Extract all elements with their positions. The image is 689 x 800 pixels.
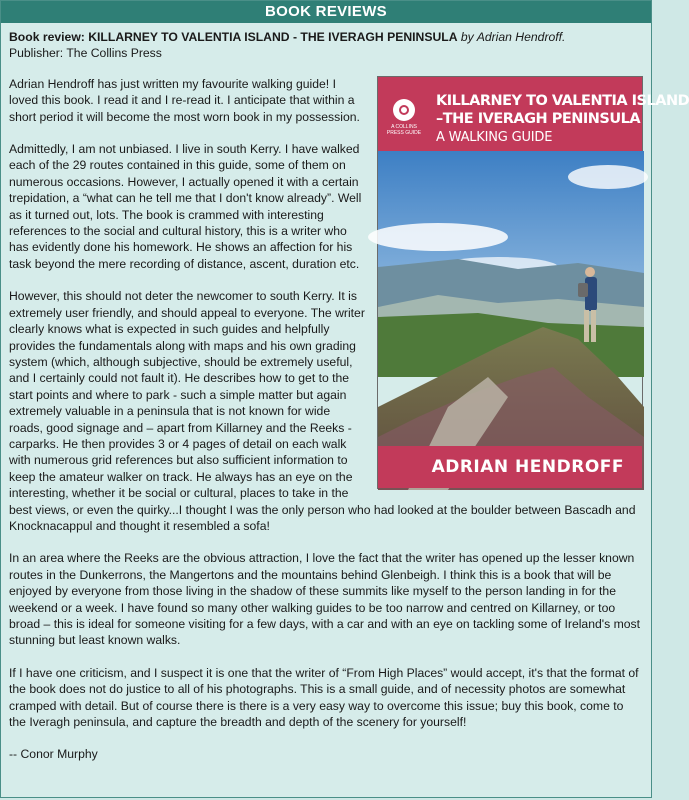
review-paragraph-2: Admittedly, I am not unbiased. I live in south Kerry. I have walked each of the 29 routes contained in this guide, some of them on numerous occasions. However, I actually opened it with a certain trepidation, a “what can he tell me that I don't know already”. Well as it turned out, lots. The book is crammed with interesting references to the social and cultural history, this is a writer who has evidently done his homework. He shows an affection for his task beyond the mere recording of distance, ascent, duration etc. [9, 142, 362, 271]
review-author-byline: by Adrian Hendroff. [460, 30, 566, 44]
cover-subtitle: A WALKING GUIDE [436, 129, 553, 145]
publisher-logo [386, 99, 422, 136]
publisher-mark: A COLLINS PRESS GUIDE [386, 123, 422, 136]
review-title-line [9, 29, 643, 45]
compass-logo-icon [393, 99, 415, 121]
book-cover-image [377, 76, 689, 489]
review-paragraph-3: However, this should not deter the newcomer to south Kerry. It is extremely user friendly, and should appeal to everyone. The writer clearly knows what is expected in such guides and helpfully provides the fundamentals along with maps and his own grading system (which, although subjective, should be extremely useful, and I certainly could not fault it). He describes how to get to the start points and where to park - such a simple matter but again extremely valuable in a peninsula that is not known for wide roads, good signage and – apart from Killarney and the Reeks - carparks. He then provides 3 or 4 pages of detail on each walk with numerous grid references but also sufficient information to keep the amateur walker on track. He always has an eye on the interesting, whether it be social or cultural, places to take in the best views, or even the quirky...I thought I was the only person who had looked at the boulder between Bascadh and Knocknacappul and thought it resembled a sofa! [9, 289, 636, 533]
cover-title-line-2: –THE IVERAGH PENINSULA [436, 110, 641, 127]
cover-author: ADRIAN HENDROFF [378, 446, 642, 488]
review-signature: -- Conor Murphy [9, 747, 98, 762]
review-title: Book review: KILLARNEY TO VALENTIA ISLAND - THE IVERAGH PENINSULA [9, 30, 458, 44]
section-header: BOOK REVIEWS [1, 1, 651, 23]
cover-title-line-1: KILLARNEY TO VALENTIA ISLAND [436, 92, 689, 109]
review-paragraph-5: If I have one criticism, and I suspect it is one that the writer of “From High Places” would accept, it's that the format of the book does not do justice to all of his photographs. This is a small guide, and of necessity photos are somewhat cramped with detail. But of course there is there is a very easy way to overcome this issue; buy this book, come to the Iveragh peninsula, and capture the breadth and depth of the scenery for yourself! [9, 665, 639, 730]
review-content [1, 23, 689, 763]
review-paragraph-1: Adrian Hendroff has just written my favourite walking guide! I loved this book. I read it and I re-read it. I anticipate that within a short period it will become the most worn book in my possession. [9, 76, 360, 124]
review-publisher: Publisher: The Collins Press [9, 46, 162, 61]
review-paragraph-4: In an area where the Reeks are the obvious attraction, I love the fact that the writer has opened up the lesser known routes in the Dunkerrons, the Mangertons and the mountains behind Glenbeigh. I think this is a book that will be enjoyed by everyone from those living in the shadow of these summits like myself to the person landing in for the weekend or a week. I have found so many other walking guides to be too narrow and centred on Killarney, or too broad – this is ideal for someone visiting for a few days, with a car and with an eye on tackling some of Ireland's most stunning but least known walks. [9, 551, 640, 648]
